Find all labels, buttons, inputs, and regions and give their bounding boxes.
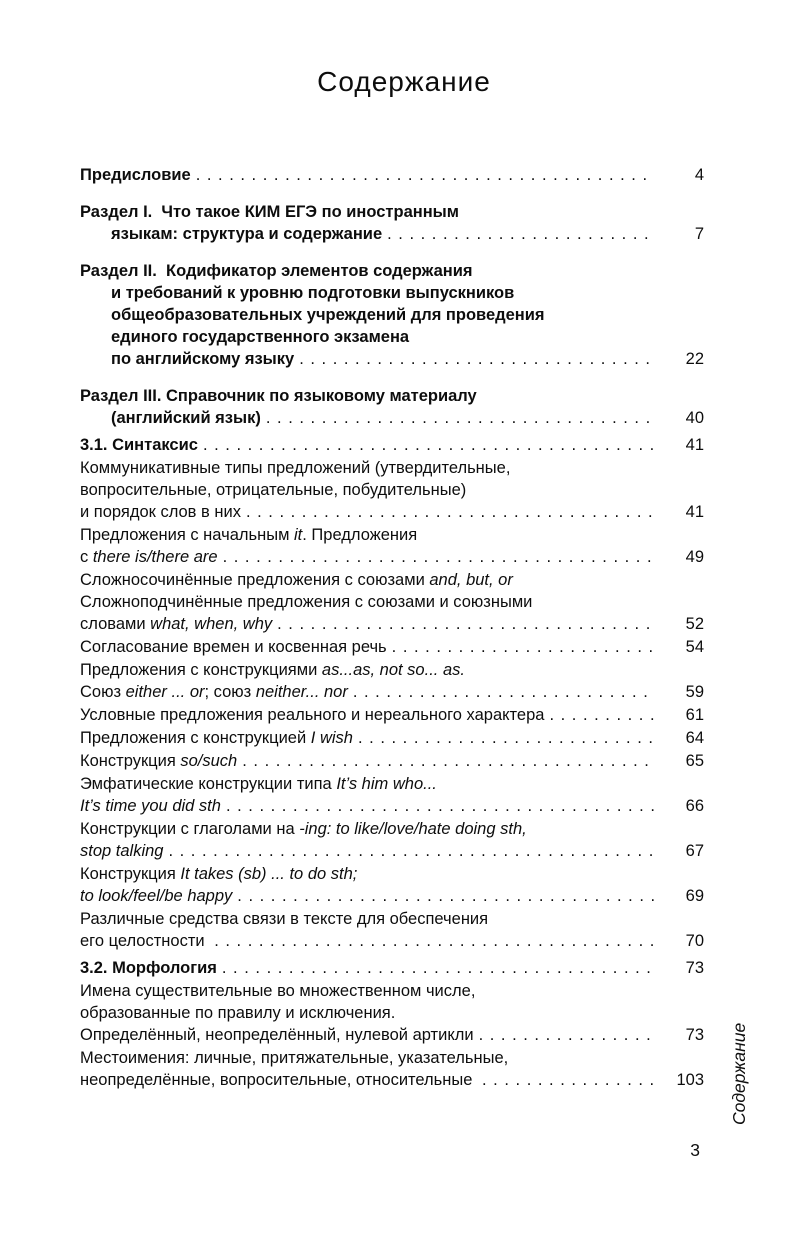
- dot-leader: [168, 840, 654, 862]
- toc-line: [80, 385, 704, 407]
- toc-line: [80, 840, 704, 862]
- toc-entry-page-number: 69: [685, 887, 704, 905]
- page-title: Содержание: [317, 66, 491, 97]
- toc-line-text: Определённый, неопределённый, нулевой артикли: [80, 1026, 474, 1044]
- toc-entry-page-number: 4: [694, 166, 704, 184]
- toc-line: [80, 750, 704, 772]
- toc-line: [80, 681, 704, 703]
- toc-line-text: 3.1. Синтаксис: [80, 436, 198, 454]
- toc-line: [80, 479, 704, 501]
- toc-entry-page-number: 52: [685, 615, 704, 633]
- toc-line: [80, 407, 704, 429]
- dot-leader: [353, 681, 654, 703]
- toc-line: [80, 348, 704, 370]
- dot-leader: [242, 750, 654, 772]
- toc-line-text: Различные средства связи в тексте для обеспечения: [80, 910, 489, 928]
- toc-line-text: языкам: структура и содержание: [111, 225, 383, 243]
- toc-line: [80, 201, 704, 223]
- toc-entry-page-number: 73: [685, 959, 704, 977]
- toc-line-text: единого государственного экзамена: [111, 328, 410, 346]
- toc-line: [80, 613, 704, 635]
- toc-line: [80, 957, 704, 979]
- toc-line-text: Предложения с конструкцией I wish: [80, 729, 353, 747]
- toc-line: [80, 727, 704, 749]
- toc-line-text: Конструкция It takes (sb) ... to do sth;: [80, 865, 358, 883]
- toc-entry: [80, 908, 704, 952]
- toc-line: [80, 434, 704, 456]
- toc-line-text: и требований к уровню подготовки выпускников: [111, 284, 515, 302]
- toc-line-text: неопределённые, вопросительные, относительные: [80, 1071, 478, 1089]
- toc-line: [80, 260, 704, 282]
- dot-leader: [387, 223, 654, 245]
- toc-entry: [80, 201, 704, 245]
- toc-line-text: словами what, when, why: [80, 615, 273, 633]
- toc-entry: [80, 457, 704, 523]
- toc-entry: [80, 957, 704, 979]
- toc-entry-page-number: 41: [685, 503, 704, 521]
- toc-line: [80, 457, 704, 479]
- toc-entry-page-number: 22: [685, 350, 704, 368]
- toc-line-text: вопросительные, отрицательные, побудительные): [80, 481, 467, 499]
- toc-entry: [80, 773, 704, 817]
- toc-line: [80, 818, 704, 840]
- toc-entry: [80, 1047, 704, 1091]
- toc-line-text: Местоимения: личные, притяжательные, указательные,: [80, 1049, 509, 1067]
- dot-leader: [392, 636, 654, 658]
- toc-line-text: Сложносочинённые предложения с союзами and, but, or: [80, 571, 513, 589]
- toc-line: [80, 223, 704, 245]
- toc-entry: [80, 818, 704, 862]
- toc-line-text: по английскому языку: [111, 350, 295, 368]
- toc-line-text: общеобразовательных учреждений для проведения: [111, 306, 545, 324]
- toc-line-text: Раздел III. Справочник по языковому материалу: [80, 387, 477, 405]
- toc-line: [80, 773, 704, 795]
- toc-line-text: Союз either ... or; союз neither... nor: [80, 683, 348, 701]
- toc-line: [80, 501, 704, 523]
- toc-entry-page-number: 7: [694, 225, 704, 243]
- toc-entry-page-number: 59: [685, 683, 704, 701]
- dot-leader: [223, 546, 654, 568]
- toc-line: [80, 591, 704, 613]
- toc-line: [80, 524, 704, 546]
- toc-entry-page-number: 65: [685, 752, 704, 770]
- toc-line: [80, 885, 704, 907]
- dot-leader: [214, 930, 654, 952]
- toc-entry: [80, 863, 704, 907]
- toc-line-text: Сложноподчинённые предложения с союзами и союзными: [80, 593, 533, 611]
- toc-line-text: Условные предложения реального и нереального характера: [80, 706, 545, 724]
- dot-leader: [299, 348, 654, 370]
- toc-line-text: Имена существительные во множественном числе,: [80, 982, 476, 1000]
- toc-entry-page-number: 66: [685, 797, 704, 815]
- toc-line: [80, 980, 704, 1002]
- dot-leader: [237, 885, 654, 907]
- toc-line-text: образованные по правилу и исключения.: [80, 1004, 396, 1022]
- dot-leader: [226, 795, 654, 817]
- toc-line-text: Предложения с конструкциями as...as, not so... as.: [80, 661, 465, 679]
- toc-entry: [80, 659, 704, 703]
- toc-entry-page-number: 61: [685, 706, 704, 724]
- toc-line: [80, 636, 704, 658]
- dot-leader: [203, 434, 654, 456]
- toc-line-text: 3.2. Морфология: [80, 959, 217, 977]
- dot-leader: [358, 727, 654, 749]
- toc-line: [80, 908, 704, 930]
- toc-line: [80, 1069, 704, 1091]
- toc-line-text: и порядок слов в них: [80, 503, 241, 521]
- toc-line-text: Согласование времен и косвенная речь: [80, 638, 387, 656]
- toc-line: [80, 164, 704, 186]
- toc-line: [80, 704, 704, 726]
- toc-line: [80, 282, 704, 304]
- toc-line: [80, 326, 704, 348]
- toc-line: [80, 930, 704, 952]
- toc-line-text: Коммуникативные типы предложений (утвердительные,: [80, 459, 511, 477]
- toc-line: [80, 1047, 704, 1069]
- sidebar-tab-label: Содержание: [729, 1022, 749, 1125]
- toc-entry: [80, 385, 704, 429]
- toc-line-text: Раздел II. Кодификатор элементов содержания: [80, 262, 473, 280]
- toc-line-text: с there is/there are: [80, 548, 218, 566]
- dot-leader: [222, 957, 654, 979]
- dot-leader: [482, 1069, 654, 1091]
- toc-line-text: Конструкции с глаголами на -ing: to like/love/hate doing sth,: [80, 820, 527, 838]
- toc-line: [80, 1002, 704, 1024]
- toc-entry: [80, 434, 704, 456]
- toc-line-text: Предложения с начальным it. Предложения: [80, 526, 418, 544]
- toc-entry: [80, 569, 704, 635]
- toc-line-text: его целостности: [80, 932, 210, 950]
- toc-entry-page-number: 40: [685, 409, 704, 427]
- toc-entry: [80, 980, 704, 1046]
- toc-line-text: to look/feel/be happy: [80, 887, 233, 905]
- dot-leader: [479, 1024, 654, 1046]
- toc-line-text: Эмфатические конструкции типа It’s him who...: [80, 775, 437, 793]
- page-number: 3: [690, 1140, 700, 1160]
- toc-line-text: It’s time you did sth: [80, 797, 221, 815]
- toc-entry: [80, 636, 704, 658]
- toc-entry: [80, 260, 704, 370]
- toc-line-text: Раздел I. Что такое КИМ ЕГЭ по иностранным: [80, 203, 459, 221]
- toc-line-text: stop talking: [80, 842, 164, 860]
- toc-line-text: Конструкция so/such: [80, 752, 238, 770]
- toc-line: [80, 304, 704, 326]
- toc-line: [80, 863, 704, 885]
- dot-leader: [196, 164, 654, 186]
- toc-line: [80, 569, 704, 591]
- toc-entry-page-number: 67: [685, 842, 704, 860]
- toc-entry: [80, 524, 704, 568]
- toc-entry-page-number: 70: [685, 932, 704, 950]
- dot-leader: [549, 704, 654, 726]
- toc-list: [80, 164, 704, 1091]
- dot-leader: [277, 613, 654, 635]
- toc-entry-page-number: 49: [685, 548, 704, 566]
- toc-entry-page-number: 73: [685, 1026, 704, 1044]
- toc-entry: [80, 704, 704, 726]
- toc-entry-page-number: 103: [676, 1071, 704, 1089]
- toc-entry: [80, 164, 704, 186]
- toc-line: [80, 659, 704, 681]
- toc-line: [80, 795, 704, 817]
- toc-entry-page-number: 54: [685, 638, 704, 656]
- dot-leader: [246, 501, 654, 523]
- toc-line: [80, 546, 704, 568]
- toc-line: [80, 1024, 704, 1046]
- toc-entry: [80, 727, 704, 749]
- toc-line-text: (английский язык): [111, 409, 261, 427]
- dot-leader: [266, 407, 654, 429]
- toc-line-text: Предисловие: [80, 166, 191, 184]
- toc-entry-page-number: 64: [685, 729, 704, 747]
- toc-entry-page-number: 41: [685, 436, 704, 454]
- toc-entry: [80, 750, 704, 772]
